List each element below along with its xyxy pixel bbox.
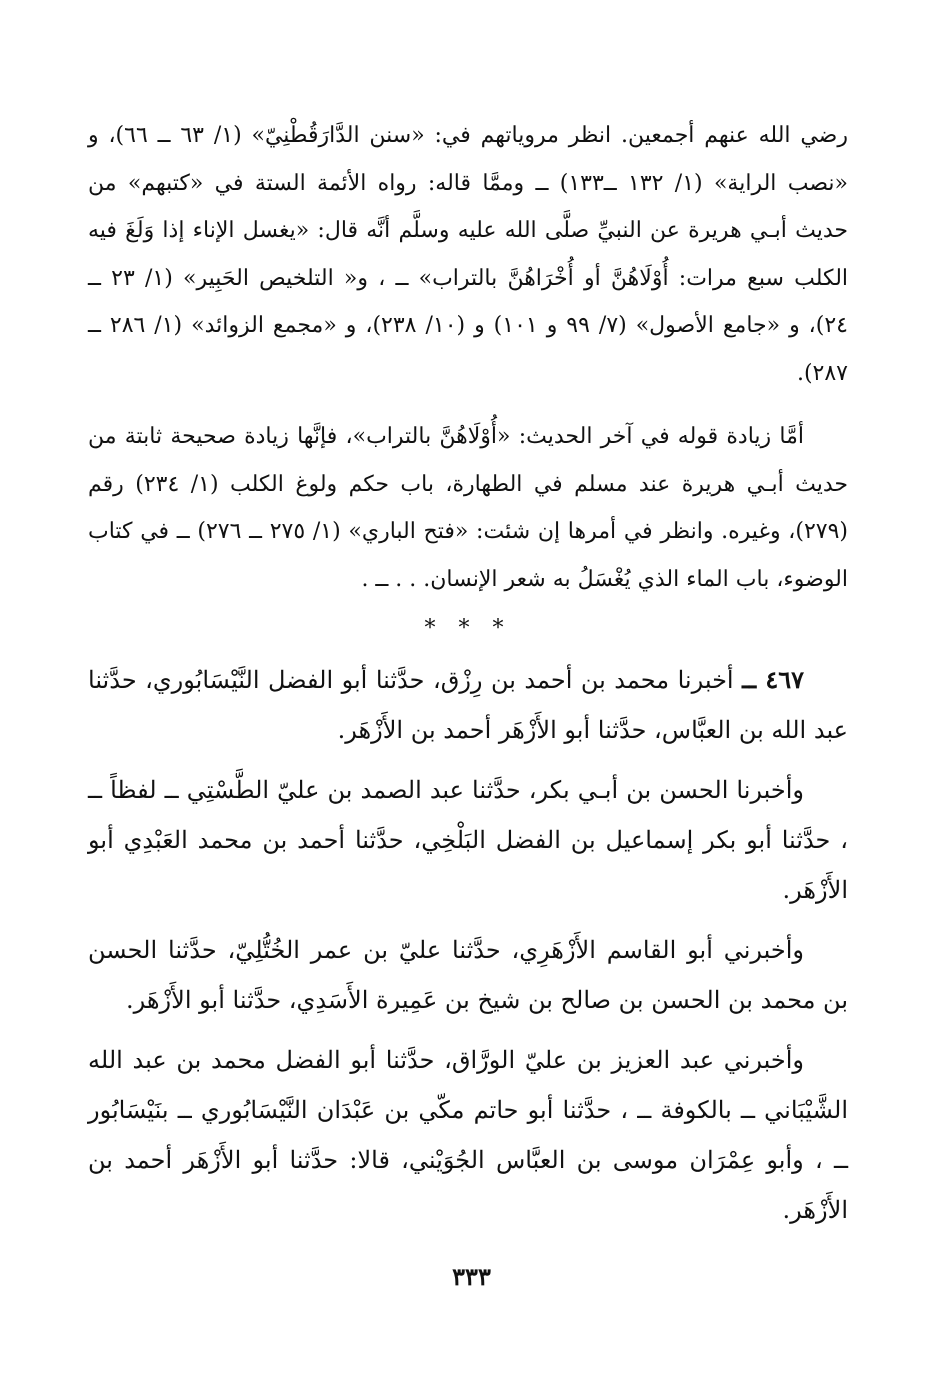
hadith-number: ٤٦٧ ــ xyxy=(742,665,805,694)
hadith-section xyxy=(88,655,848,1235)
footnote-section xyxy=(88,112,848,603)
hadith-paragraph-4: وأخبرني عبد العزيز بن عليّ الورَّاق، حدَّثنا أبو الفضل محمد بن عبد الله الشَّيْبَاني ــ بالكوفة ــ ، حدَّثنا أبو حاتم مكّي بن عَبْدَان النَّيْسَابُوري ــ بنَيْسَابُور ــ ، وأبو عِمْرَان موسى بن العبَّاس الجُوَيْني، قالا: حدَّثنا أبو الأَزْهَر أحمد بن الأَزْهَر. xyxy=(88,1046,849,1224)
hadith-paragraph-2: وأخبرنا الحسن بن أبـي بكر، حدَّثنا عبد الصمد بن عليّ الطَّسْتِي ــ لفظاً ــ ، حدَّثنا أبو بكر إسماعيل بن الفضل البَلْخِي، حدَّثنا أحمد بن محمد العَبْدِي أبو الأَزْهَر. xyxy=(88,776,848,904)
page-number: ٣٣٣ xyxy=(452,1262,491,1291)
hadith-text-1: أخبرنا محمد بن أحمد بن رِزْق، حدَّثنا أبو الفضل النَّيْسَابُوري، حدَّثنا عبد الله بن العبَّاس، حدَّثنا أبو الأَزْهَر أحمد بن الأَزْهَر. xyxy=(88,666,848,744)
section-separator: * * * xyxy=(424,616,512,641)
page-body xyxy=(88,112,848,1245)
hadith-paragraph-1 xyxy=(88,655,848,755)
paragraph-gap xyxy=(88,397,848,413)
hadith-paragraph-3: وأخبرني أبو القاسم الأَزْهَرِي، حدَّثنا عليّ بن عمر الخُتُّلِيّ، حدَّثنا الحسن بن محمد بن الحسن بن صالح بن شيخ بن عَمِيرة الأَسَدِي، حدَّثنا أبو الأَزْهَر. xyxy=(88,936,848,1014)
footnote-paragraph-2: أمَّا زيادة قوله في آخر الحديث: «أُوْلَاهُنَّ بالتراب»، فإنَّها زيادة صحيحة ثابتة من حديث أبـي هريرة عند مسلم في الطهارة، باب حكم ولوغ الكلب (١/ ٢٣٤) رقم (٢٧٩)، وغيره. وانظر في أمرها إن شئت: «فتح الباري» (١/ ٢٧٥ ــ ٢٧٦) ــ في كتاب الوضوء، باب الماء الذي يُغْسَلُ به شعر الإنسان. . . ــ . xyxy=(88,424,849,592)
footnote-paragraph-1: رضي الله عنهم أجمعين. انظر مروياتهم في: «سنن الدَّارَقُطْنِيّ» (١/ ٦٣ ــ ٦٦)، و «نصب الراية» (١/ ١٣٢ ــ١٣٣) ــ وممَّا قاله: رواه الأئمة الستة في «كتبهم» من حديث أبـي هريرة عن النبيِّ صلَّى الله عليه وسلَّم أنَّه قال: «يغسل الإناء إذا وَلَغَ فيه الكلب سبع مرات: أُوْلَاهُنَّ أو أُخْرَاهُنَّ بالتراب» ــ ، و« التلخيص الحَبِير» (١/ ٢٣ ــ ٢٤)، و «جامع الأصول» (٧/ ٩٩ و ١٠١) و (١٠/ ٢٣٨)، و «مجمع الزوائد» (١/ ٢٨٦ ــ ٢٨٧). xyxy=(88,123,849,386)
